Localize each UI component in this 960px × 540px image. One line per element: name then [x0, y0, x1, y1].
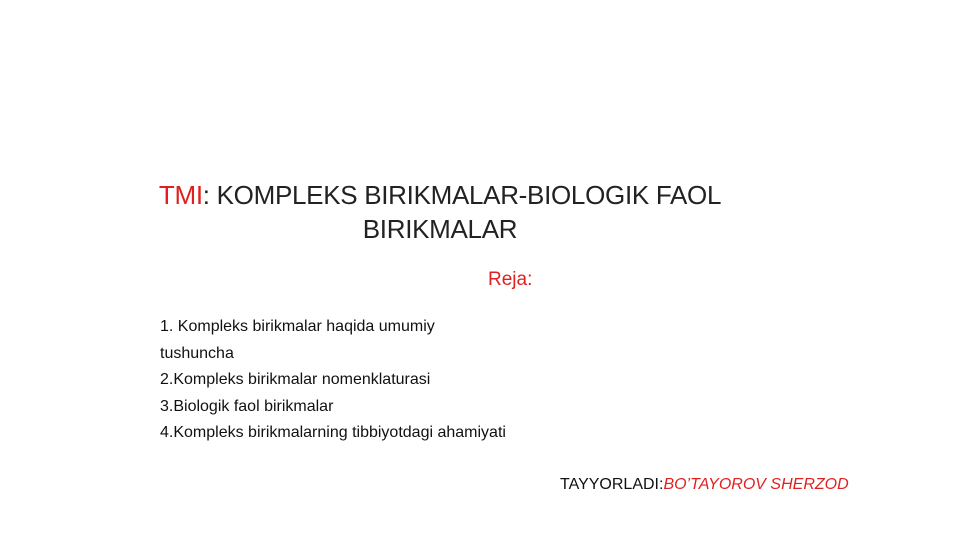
title-separator: :	[202, 180, 217, 210]
author-line	[560, 474, 849, 496]
plan-list	[160, 314, 580, 447]
plan-item: 4.Kompleks birikmalarning tibbiyotdagi ahamiyati	[160, 424, 506, 441]
title-text: KOMPLEKS BIRIKMALAR-BIOLOGIK FAOL BIRIKMALAR	[216, 180, 722, 244]
plan-heading: Reja:	[488, 269, 533, 290]
plan-item: 3.Biologik faol birikmalar	[160, 397, 334, 415]
author-label: TAYYORLADI:	[560, 476, 664, 493]
title-prefix: TMI	[158, 180, 203, 210]
plan-item: 1. Kompleks birikmalar haqida umumiy tushuncha	[160, 318, 435, 362]
slide-title	[120, 178, 760, 246]
author-name: BO’TAYOROV SHERZOD	[663, 476, 849, 493]
plan-item: 2.Kompleks birikmalar nomenklaturasi	[160, 371, 431, 388]
